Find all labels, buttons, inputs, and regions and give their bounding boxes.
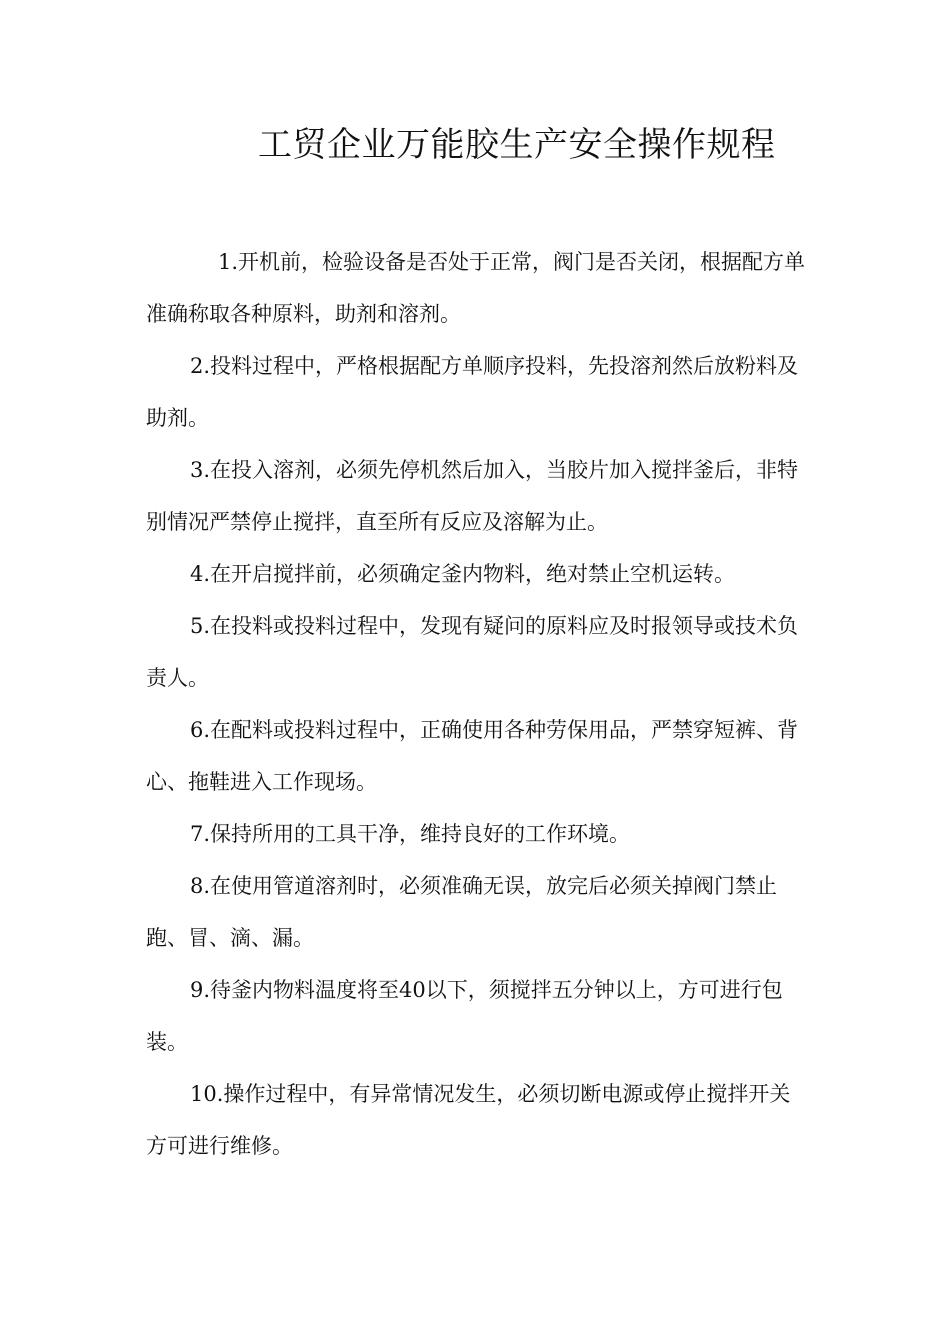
paragraph-10: 10.操作过程中，有异常情况发生，必须切断电源或停止搅拌开关方可进行维修。 bbox=[146, 1082, 791, 1158]
paragraph-3: 3.在投入溶剂，必须先停机然后加入，当胶片加入搅拌釜后，非特别情况严禁停止搅拌，直至所有反应及溶解为止。 bbox=[146, 458, 799, 534]
paragraph-9: 9.待釜内物料温度将至40以下，须搅拌五分钟以上，方可进行包装。 bbox=[146, 978, 783, 1054]
paragraph-8: 8.在使用管道溶剂时，必须准确无误，放完后必须关掉阀门禁止跑、冒、滴、漏。 bbox=[146, 874, 778, 950]
paragraph-1: 1.开机前，检验设备是否处于正常，阀门是否关闭，根据配方单准确称取各种原料，助剂和溶剂。 bbox=[146, 250, 806, 326]
paragraph-4: 4.在开启搅拌前，必须确定釜内物料，绝对禁止空机运转。 bbox=[190, 562, 736, 586]
paragraph-5: 5.在投料或投料过程中，发现有疑问的原料应及时报领导或技术负责人。 bbox=[146, 614, 799, 690]
document-body bbox=[146, 236, 806, 1172]
paragraph-6: 6.在配料或投料过程中，正确使用各种劳保用品，严禁穿短裤、背心、拖鞋进入工作现场。 bbox=[146, 718, 799, 794]
document-title: 工贸企业万能胶生产安全操作规程 bbox=[258, 125, 776, 165]
paragraph-2: 2.投料过程中，严格根据配方单顺序投料，先投溶剂然后放粉料及助剂。 bbox=[146, 354, 799, 430]
paragraph-7: 7.保持所用的工具干净，维持良好的工作环境。 bbox=[190, 822, 631, 846]
